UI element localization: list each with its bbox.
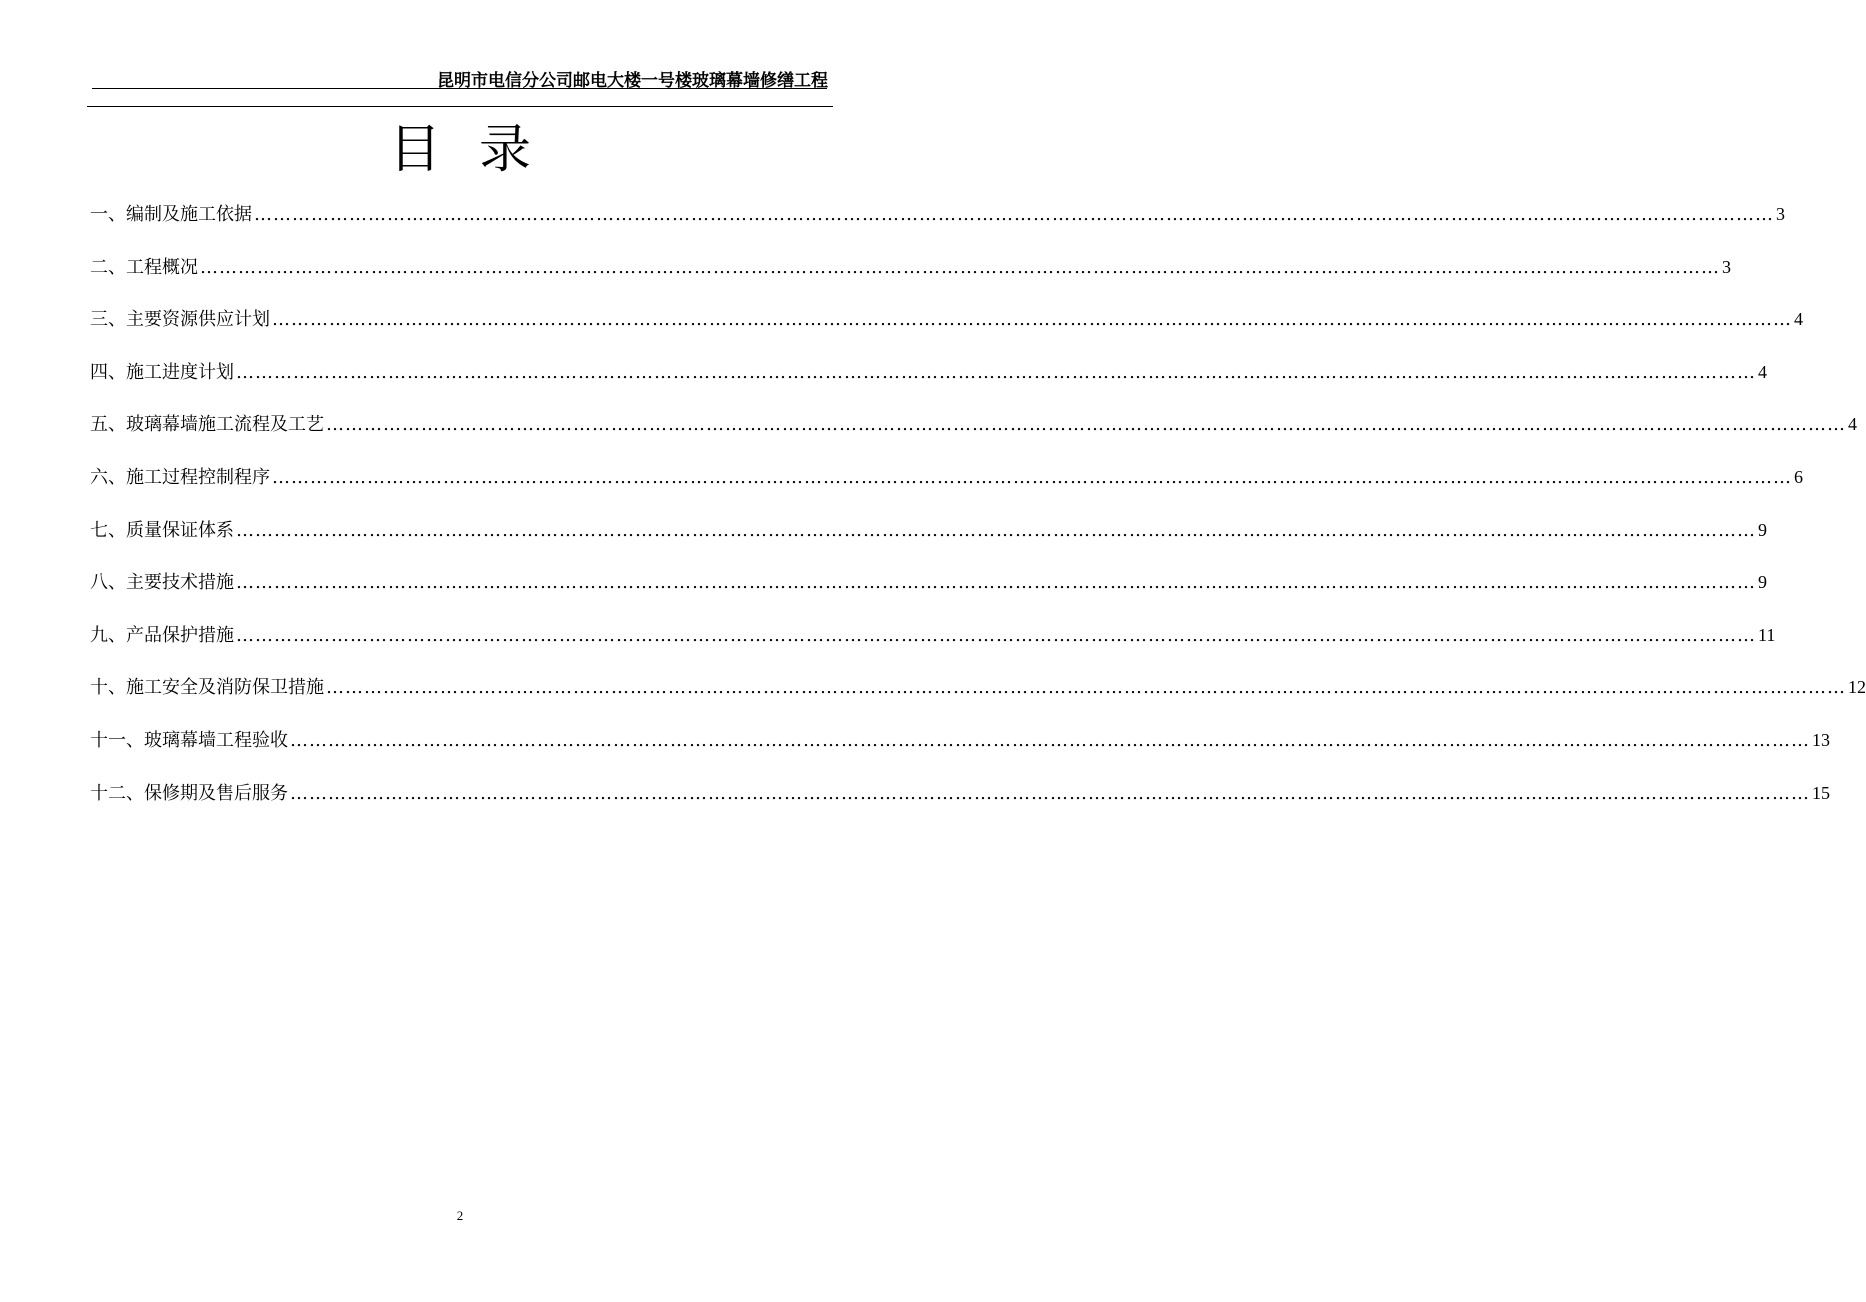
toc-entry-label: 十、施工安全及消防保卫措施 <box>90 677 324 699</box>
toc-entry-label: 九、产品保护措施 <box>90 624 234 646</box>
toc-entry[interactable] <box>90 200 1785 253</box>
toc-entry-label: 三、主要资源供应计划 <box>90 309 270 331</box>
toc-entry-page: 4 <box>1758 361 1767 382</box>
toc-entry-page: 9 <box>1758 572 1767 593</box>
toc-dot-leader: …………………………………………………………………………………………………………………………………………………………………………………………………………………… <box>236 519 1756 541</box>
page-number: 2 <box>456 1208 464 1223</box>
toc-entry-page: 15 <box>1812 782 1830 803</box>
toc-entry-label: 十一、玻璃幕墙工程验收 <box>90 729 288 751</box>
toc-entry-page: 3 <box>1776 204 1785 224</box>
toc-dot-leader: …………………………………………………………………………………………………………………………………………………………………………………………………………………… <box>236 572 1756 594</box>
toc-entry[interactable] <box>90 410 1857 463</box>
toc-entry-label: 七、质量保证体系 <box>90 519 234 541</box>
toc-entry-page: 6 <box>1794 466 1803 487</box>
toc-list <box>90 200 1866 831</box>
toc-dot-leader: …………………………………………………………………………………………………………………………………………………………………………………………………………………… <box>200 256 1720 278</box>
toc-entry[interactable] <box>90 726 1830 779</box>
toc-entry-page: 13 <box>1812 729 1830 750</box>
toc-entry-page: 11 <box>1758 624 1776 645</box>
toc-dot-leader: …………………………………………………………………………………………………………………………………………………………………………………………………………………… <box>326 414 1846 436</box>
toc-entry[interactable] <box>90 673 1866 726</box>
toc-entry-label: 八、主要技术措施 <box>90 572 234 594</box>
toc-entry[interactable] <box>90 253 1731 306</box>
toc-entry[interactable] <box>90 568 1767 621</box>
toc-dot-leader: …………………………………………………………………………………………………………………………………………………………………………………………………………………… <box>254 204 1774 225</box>
toc-entry[interactable] <box>90 779 1830 832</box>
toc-dot-leader: …………………………………………………………………………………………………………………………………………………………………………………………………………………… <box>272 466 1792 488</box>
toc-dot-leader: …………………………………………………………………………………………………………………………………………………………………………………………………………………… <box>236 361 1756 383</box>
toc-entry[interactable] <box>90 516 1767 569</box>
toc-entry[interactable] <box>90 463 1803 516</box>
toc-entry-label: 十二、保修期及售后服务 <box>90 782 288 804</box>
toc-entry-label: 五、玻璃幕墙施工流程及工艺 <box>90 414 324 436</box>
toc-entry-page: 4 <box>1848 414 1857 435</box>
toc-dot-leader: …………………………………………………………………………………………………………………………………………………………………………………………………………………… <box>290 729 1810 751</box>
toc-entry-page: 4 <box>1794 309 1803 330</box>
toc-dot-leader: …………………………………………………………………………………………………………………………………………………………………………………………………………………… <box>272 309 1792 331</box>
toc-entry-label: 一、编制及施工依据 <box>90 204 252 225</box>
header-divider-bottom <box>87 106 833 107</box>
toc-dot-leader: …………………………………………………………………………………………………………………………………………………………………………………………………………………… <box>236 624 1756 646</box>
toc-entry-label: 四、施工进度计划 <box>90 361 234 383</box>
toc-entry-page: 9 <box>1758 519 1767 540</box>
toc-entry[interactable] <box>90 305 1803 358</box>
toc-entry-label: 二、工程概况 <box>90 256 198 278</box>
toc-dot-leader: …………………………………………………………………………………………………………………………………………………………………………………………………………………… <box>326 677 1846 699</box>
toc-title: 目录 <box>388 120 569 180</box>
toc-entry-label: 六、施工过程控制程序 <box>90 466 270 488</box>
toc-entry[interactable] <box>90 358 1767 411</box>
header-divider-top <box>92 88 827 89</box>
document-header-title: 昆明市电信分公司邮电大楼一号楼玻璃幕墙修缮工程 <box>437 71 828 91</box>
toc-entry-page: 12 <box>1848 677 1866 698</box>
toc-entry-page: 3 <box>1722 256 1731 277</box>
toc-dot-leader: …………………………………………………………………………………………………………………………………………………………………………………………………………………… <box>290 782 1810 804</box>
toc-entry[interactable] <box>90 621 1776 674</box>
